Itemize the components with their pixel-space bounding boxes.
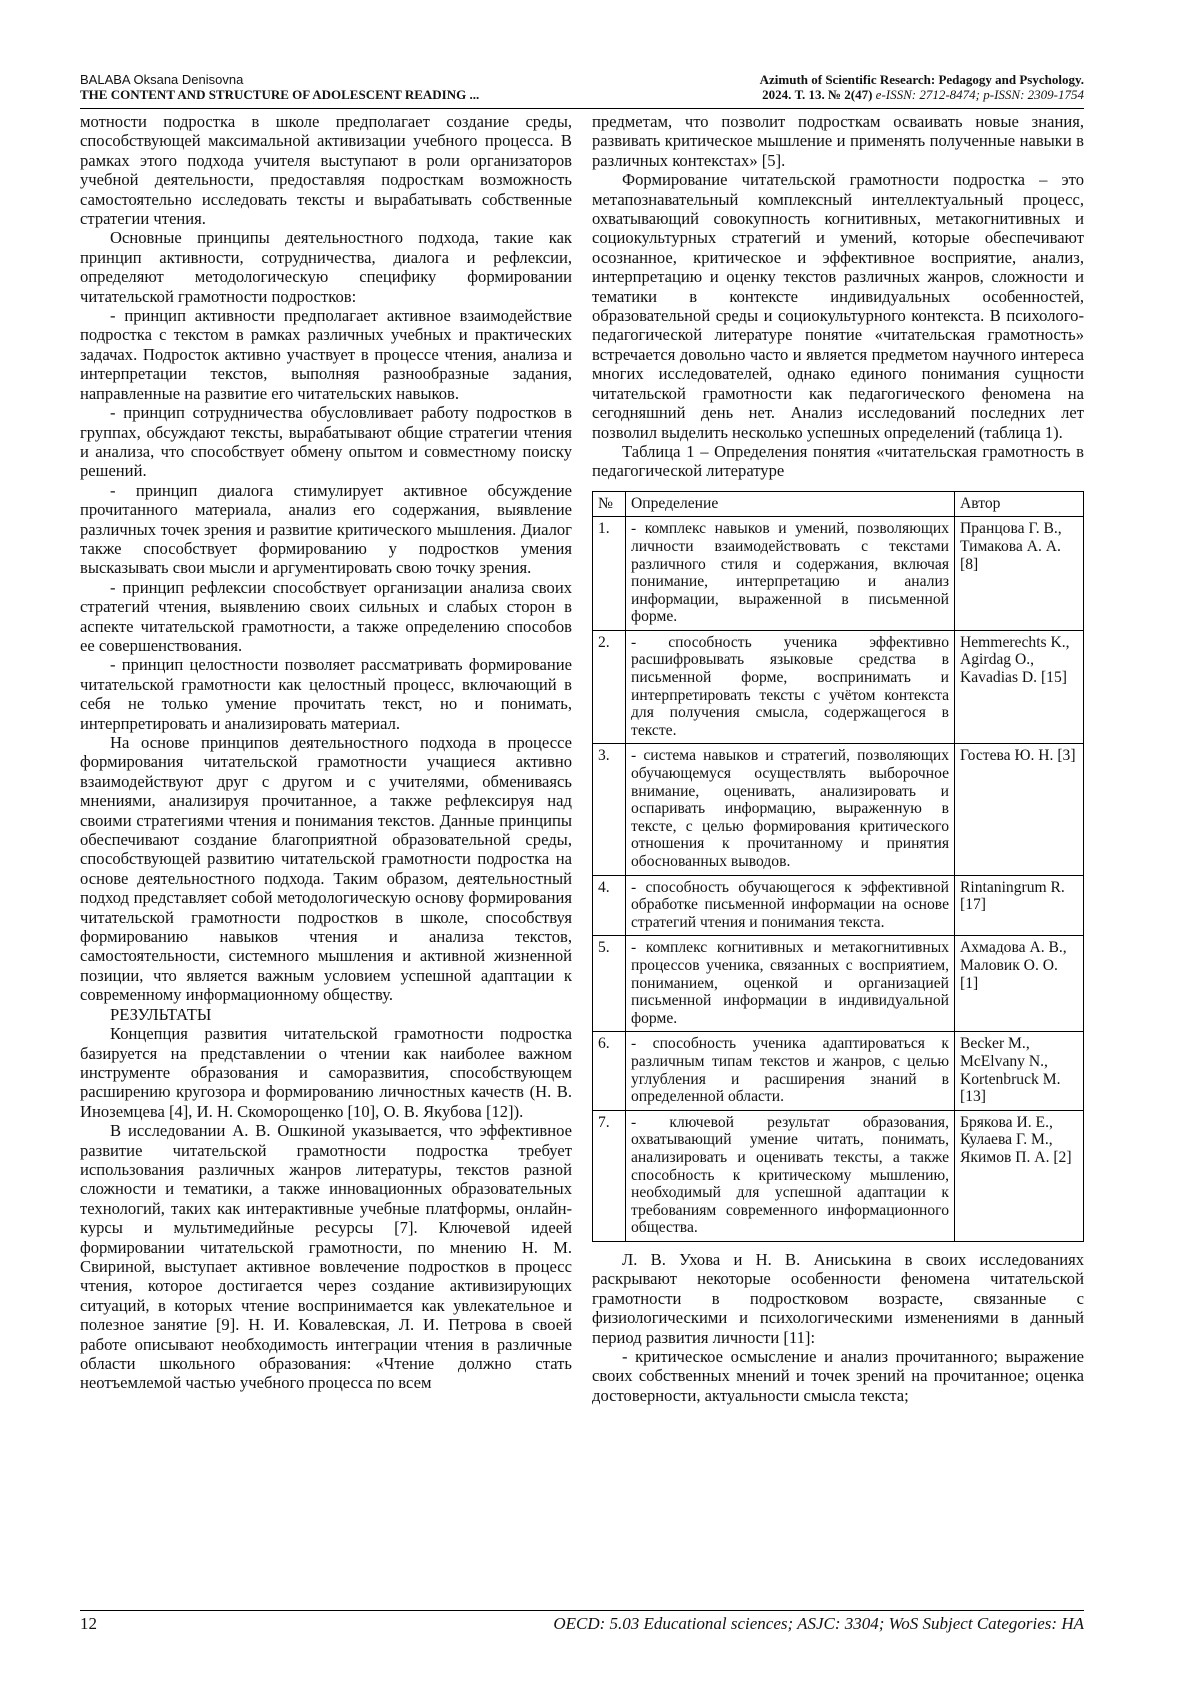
table-header-author: Автор [955,491,1084,517]
journal-page [80,68,1084,1668]
left-column-paragraph: - принцип активности предполагает активное взаимодействие подростка с текстом в рамках различных учебных и практических задачах. Подросток активно участвует в процессе чтения, анализа и интерпретации текстов, выполняя разнообразные задания, направленные на развитие его читательских навыков. [80,306,572,403]
running-header [80,68,1084,108]
left-column-paragraph: На основе принципов деятельностного подхода в процессе формирования читательской грамотности учащиеся активно взаимодействуют друг с другом и с учителями, обмениваясь мнениями, анализируя прочитанное, а также рефлексируя над своими стратегиями чтения и понимания текстов. Данные принципы обеспечивают создание благоприятной образовательной среды, способствующей развитию читательской грамотности подростка на основе деятельностного подхода. Таким образом, деятельностный подход представляет собой методологическую основу формирования читательской грамотности подростков в школе, способствуя формированию навыков чтения и анализа текстов, самостоятельности, системного мышления и активной жизненной позиции, что является важным условием успешной адаптации к современному информационному обществу. [80,733,572,1005]
row-number: 2. [593,630,626,744]
left-column-paragraph: В исследовании А. В. Ошкиной указывается, что эффективное развитие читательской грамотности подростка требует использования различных жанров литературы, текстов разной сложности и тематики, а также инновационных образовательных технологий, таких как интерактивные учебные платформы, онлайн-курсы и мультимедийные ресурсы [7]. Ключевой идеей формировании читательской грамотности, по мнению Н. М. Свириной, выступает активное вовлечение подростков в процесс чтения, которое достигается через создание активизирующих ситуаций, в которых чтение воспринимается как увлекательное и полезное занятие [9]. Н. И. Ковалевская, Л. И. Петрова в своей работе описывают необходимость интеграции чтения в различные области школьного образования: «Чтение должно стать неотъемлемой частью учебного процесса по всем [80,1121,572,1393]
left-column-paragraph: - принцип диалога стимулирует активное обсуждение прочитанного материала, анализ его содержания, выявление различных точек зрения и развитие критического мышления. Диалог также способствует формированию у подростков умения высказывать свои мысли и аргументировать свою точку зрения. [80,480,572,578]
left-column-paragraph: - принцип целостности позволяет рассматривать формирование читательской грамотности как целостный процесс, включающий в себя не только умение прочитать текст, но и понимать, интерпретировать и анализировать материал. [80,655,572,733]
row-author: Hemmerechts K., Agirdag O., Kavadias D. [15] [955,630,1084,744]
table-row [593,744,1084,875]
row-definition: - система навыков и стратегий, позволяющих обучающемуся осуществлять выборочное внимание, оценивать, анализировать и оспаривать информацию, выраженную в тексте, с целью формирования критического отношения к прочитанному и принятия обоснованных выводов. [626,744,955,875]
table-row [593,875,1084,936]
left-column-paragraph: Концепция развития читательской грамотности подростка базируется на представлении о чтении как наиболее важном инструменте образования и саморазвития, способствующем расширению кругозора и формированию личностных качеств (Н. В. Иноземцева [4], И. Н. Скоморощенко [10], О. В. Якубова [12]). [80,1024,572,1121]
table-row [593,630,1084,744]
row-author: Rintaningrum R. [17] [955,875,1084,936]
right-column-before-paragraph: предметам, что позволит подросткам осваивать новые знания, развивать критическое мышление и применять полученные навыки в различных контекстах» [5]. [592,112,1084,170]
left-column-paragraph: - принцип рефлексии способствует организации анализа своих стратегий чтения, выявлению своих сильных и слабых сторон в аспекте читательской грамотности, а также определению способов ее совершенствования. [80,577,572,655]
table-caption: Таблица 1 – Определения понятия «читательская грамотность в педагогической литературе [592,441,1084,481]
right-column-text-bottom [592,1250,1084,1405]
right-column-after-paragraph: - критическое осмысление и анализ прочитанного; выражение своих собственных мнений и точек зрений на прочитанное; оценка достоверности, актуальности смысла текста; [592,1346,1084,1405]
right-column-after-paragraph: Л. В. Ухова и Н. В. Аниськина в своих исследованиях раскрывают некоторые особенности феномена читательской грамотности в подростковом возрасте, связанные с физиологическими и психологическими изменениями в данный период развития личности [11]: [592,1249,1084,1347]
row-number: 1. [593,517,626,631]
left-column [80,112,572,1393]
left-column-paragraph: РЕЗУЛЬТАТЫ [110,1004,212,1024]
header-rule [80,108,1084,109]
classification-codes: OECD: 5.03 Educational sciences; ASJC: 3304; WoS Subject Categories: HA [553,1614,1084,1633]
header-right [760,72,1084,102]
row-definition: - способность обучающегося к эффективной обработке письменной информации на основе стратегий чтения и понимания текста. [626,875,955,936]
table-row [593,1032,1084,1110]
row-number: 7. [593,1110,626,1241]
row-number: 6. [593,1032,626,1110]
table-body [593,517,1084,1242]
left-column-paragraph: - принцип сотрудничества обусловливает работу подростков в группах, обсуждают тексты, вырабатывают общие стратегии чтения и анализа, что способствует обмену опытом и совместному поиску решений. [80,403,572,481]
row-definition: - способность ученика эффективно расшифровывать языковые средства в письменной форме, воспринимать и интерпретировать тексты с учётом контекста для получения смысла, содержащегося в тексте. [626,630,955,744]
left-column-paragraph: Основные принципы деятельностного подхода, такие как принцип активности, сотрудничества, диалога и рефлексии, определяют методологическую специфику формировании читательской грамотности подростков: [80,228,572,306]
header-issue: 2024. Т. 13. № 2(47) [762,87,873,102]
row-number: 3. [593,744,626,875]
right-column [592,112,1084,1405]
header-left [80,72,479,102]
header-issn: e-ISSN: 2712-8474; p-ISSN: 2309-1754 [875,87,1084,102]
table-row [593,517,1084,631]
page-number: 12 [80,1614,97,1633]
left-column-paragraph: мотности подростка в школе предполагает создание среды, способствующей максимальной активизации учебного процесса. В рамках этого подхода учителя выступают в роли организаторов учебной деятельности, предоставляя подросткам возможность самостоятельно исследовать тексты и вырабатывать собственные стратегии чтения. [80,112,572,229]
definitions-table [592,491,1084,1242]
table-row [593,936,1084,1032]
row-definition: - ключевой результат образования, охватывающий умение читать, понимать, анализировать и оценивать тексты, а также способность к критическому мышлению, необходимый для успешной адаптации к требованиям современного информационного общества. [626,1110,955,1241]
row-author: Ахмадова А. В., Маловик О. О. [1] [955,936,1084,1032]
row-number: 4. [593,875,626,936]
table-header-row [593,491,1084,517]
table-header-definition: Определение [626,491,955,517]
row-author: Пранцова Г. В., Тимакова А. А. [8] [955,517,1084,631]
table-row [593,1110,1084,1241]
right-column-text-top [592,112,1084,442]
row-author: Брякова И. Е., Кулаева Г. М., Якимов П. А. [2] [955,1110,1084,1241]
row-number: 5. [593,936,626,1032]
header-journal-name: Azimuth of Scientific Research: Pedagogy and Psychology. [759,72,1084,87]
row-author: Гостева Ю. Н. [3] [955,744,1084,875]
table-header-num: № [593,491,626,517]
header-author: BALABA Oksana Denisovna [80,72,244,87]
footer-rule [80,1610,1084,1611]
row-definition: - комплекс навыков и умений, позволяющих личности взаимодействовать с текстами различного стиля и содержания, включая понимание, интерпретацию и анализ информации, выраженной в письменной форме. [626,517,955,631]
right-column-before-paragraph: Формирование читательской грамотности подростка – это метапознавательный комплексный интеллектуальный процесс, охватывающий совокупность когнитивных, метакогнитивных и социокультурных стратегий и умений, которые обеспечивают осознанное, критическое и эффективное восприятие, анализ, интерпретацию и оценку текстов различных жанров, сложности и тематики в контексте индивидуальных особенностей, образовательной среды и социокультурного контекста. В психолого-педагогической литературе понятие «читательская грамотность» встречается довольно часто и является предметом научного интереса многих исследователей, однако единого понимания сущности читательской грамотности как педагогического феномена на сегодняшний день нет. Анализ исследований последних лет позволил выделить несколько успешных определений (таблица 1). [592,170,1084,442]
row-definition: - комплекс когнитивных и метакогнитивных процессов ученика, связанных с восприятием, пониманием, оценкой и организацией письменной информации в индивидуальной форме. [626,936,955,1032]
row-author: Becker M., McElvany N., Kortenbruck M. [13] [955,1032,1084,1110]
header-article-title: THE CONTENT AND STRUCTURE OF ADOLESCENT READING ... [80,87,480,102]
row-definition: - способность ученика адаптироваться к различным типам текстов и жанров, с целью углубления и расширения знаний в определенной области. [626,1032,955,1110]
